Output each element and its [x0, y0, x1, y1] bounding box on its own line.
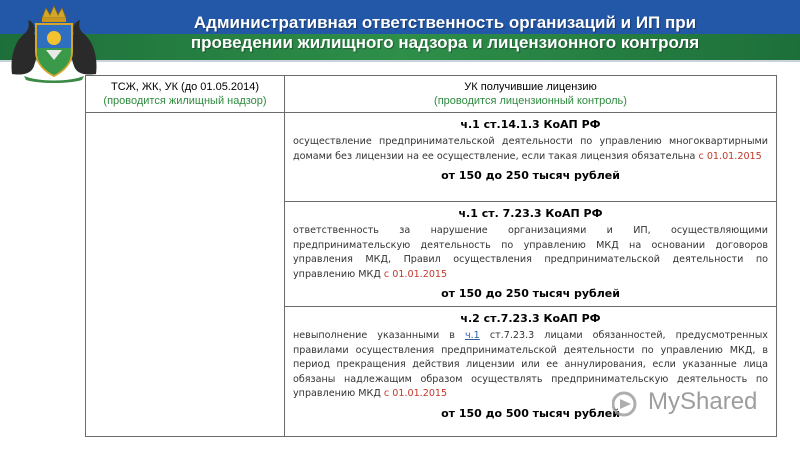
article-7-23-3-part1	[285, 202, 777, 307]
column-header-licensed-subtitle: (проводится лицензионный контроль)	[434, 95, 627, 107]
article-title: ч.2 ст.7.23.3 КоАП РФ	[460, 312, 601, 325]
column-header-licensed	[285, 76, 777, 113]
article-fine: от 150 до 250 тысяч рублей	[441, 169, 620, 182]
slide-title	[110, 13, 780, 53]
article-title: ч.1 ст. 7.23.3 КоАП РФ	[458, 207, 603, 220]
slide-title-line1: Административная ответственность организаций и ИП при	[193, 13, 697, 32]
table-row	[86, 113, 777, 202]
column-header-licensed-title: УК получившие лицензию	[464, 81, 597, 93]
myshared-logo-icon	[612, 390, 642, 418]
article-title: ч.1 ст.14.1.3 КоАП РФ	[460, 118, 601, 131]
column-header-tszh-subtitle: (проводится жилищный надзор)	[103, 95, 267, 107]
article-date: с 01.01.2015	[383, 388, 448, 399]
watermark-text: MyShared	[648, 388, 758, 415]
article-text	[293, 135, 768, 164]
responsibility-table	[85, 75, 777, 437]
watermark	[612, 388, 782, 420]
slide-header	[0, 0, 800, 62]
table-header-row	[86, 76, 777, 113]
column-header-tszh-title: ТСЖ, ЖК, УК (до 01.05.2014)	[110, 81, 260, 93]
article-link-part1[interactable]: ч.1	[464, 330, 480, 341]
article-fine: от 150 до 500 тысяч рублей	[441, 406, 620, 420]
article-date: с 01.01.2015	[383, 268, 448, 280]
article-text-body: ответственность за нарушение организациями и ИП, осуществляющими предпринимательскую деятельность по управлению МКД на основании договоров управления МКД, Правил осуществления предпринимательской деятельности по управлению МКД	[293, 225, 768, 280]
article-text-body: осуществление предпринимательской деятельности по управлению многоквартирными домами без лицензии на ее осуществление, если такая лицензия обязательна	[293, 136, 768, 162]
article-14-1-3	[285, 113, 777, 202]
slide-title-line2: проведении жилищного надзора и лицензионного контроля	[190, 33, 700, 52]
article-text-after: ст.7.23.3 лицами обязанностей, предусмотренных правилами осуществления предпринимательской деятельности по управлению МКД, в период прекращения действия лицензии или ее аннулирования, если указанные лица обязаны надлежащим образом осуществлять предпринимательскую деятельность по управлению МКД	[293, 330, 768, 399]
article-date: с 01.01.2015	[698, 150, 762, 162]
header-divider	[0, 60, 800, 62]
article-fine: от 150 до 250 тысяч рублей	[441, 287, 620, 300]
column-header-tszh	[86, 76, 285, 113]
coat-of-arms-icon	[4, 4, 104, 84]
article-text	[293, 224, 768, 282]
article-text-before: невыполнение указанными в	[293, 330, 455, 341]
empty-cell-tszh	[86, 113, 285, 437]
